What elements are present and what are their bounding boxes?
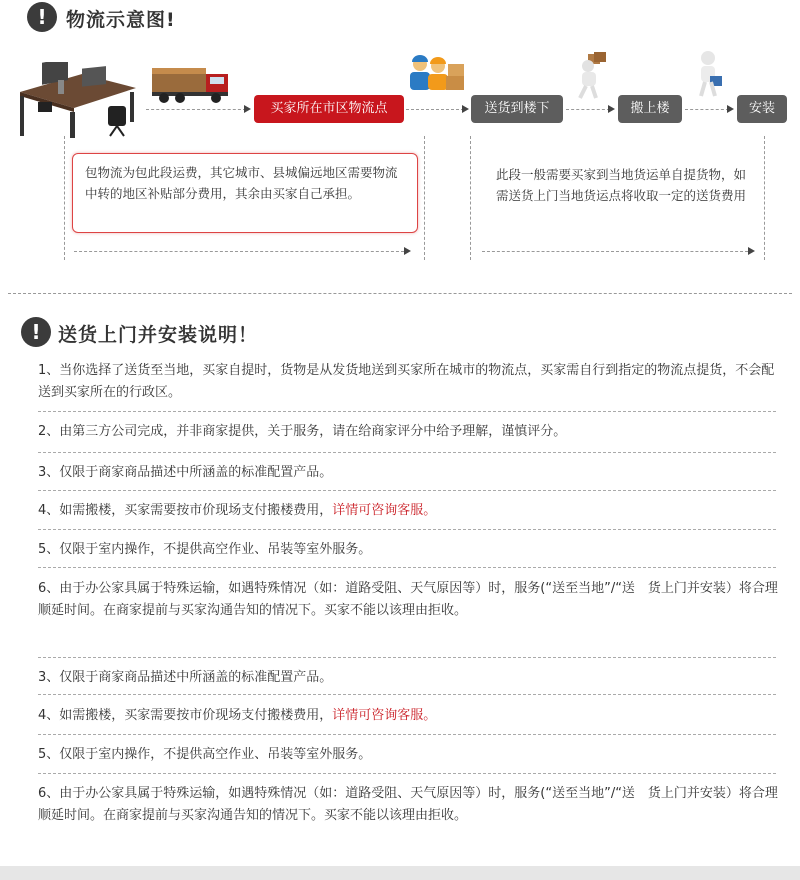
section2-title: 送货上门并安装说明！ (58, 324, 259, 346)
truck-icon (150, 64, 232, 106)
note-right: 此段一般需要买家到当地货运单自提货物，如需送货上门当地货运点将收取一定的送货费用 (496, 167, 747, 203)
warning-icon-2: ! (21, 317, 51, 347)
highlight-text: 详情可咨询客服。 (332, 708, 437, 723)
list-item (38, 705, 778, 727)
flow-step-city-logistics: 买家所在市区物流点 (254, 95, 404, 123)
flow-step-install: 安装 (737, 95, 787, 123)
list-item: 5、仅限于室内操作，不提供高空作业、吊装等室外服务。 (38, 542, 372, 557)
list-item: 5、仅限于室内操作，不提供高空作业、吊装等室外服务。 (38, 747, 372, 762)
list-item: 6、由于办公家具属于特殊运输，如遇特殊情况（如：道路受阻、天气原因等）时，服务(“送至当地”/“送 货上门并安装）将合理顺延时间。在商家提前与买家沟通告知的情况下。买家不能以该理由拒收。 (38, 786, 778, 823)
list-item: 3、仅限于商家商品描述中所涵盖的标准配置产品。 (38, 670, 333, 685)
installer-icon (690, 50, 730, 100)
flow-step-deliver-downstairs: 送货到楼下 (471, 95, 563, 123)
item-text: 4、如需搬楼，买家需要按市价现场支付搬楼费用， (38, 503, 333, 518)
office-desk-icon (12, 62, 140, 140)
list-item: 6、由于办公家具属于特殊运输，如遇特殊情况（如：道路受阻、天气原因等）时，服务(“送至当地”/“送 货上门并安装）将合理顺延时间。在商家提前与买家沟通告知的情况下。买家不能以该理由拒收。 (38, 581, 778, 618)
warning-icon: ! (27, 2, 57, 32)
highlight-text: 详情可咨询客服。 (332, 503, 437, 518)
list-item (38, 500, 778, 522)
list-item: 2、由第三方公司完成，并非商家提供，关于服务，请在给商家评分中给予理解，谨慎评分。 (38, 424, 567, 439)
note-left: 包物流为包此段运费，其它城市、县城偏远地区需要物流中转的地区补贴部分费用，其余由买家自己承担。 (72, 153, 418, 233)
footer-bar (0, 866, 800, 880)
section1-title: 物流示意图! (66, 9, 176, 31)
porter-icon (572, 52, 614, 100)
list-item: 3、仅限于商家商品描述中所涵盖的标准配置产品。 (38, 465, 333, 480)
workers-icon (406, 54, 466, 94)
item-text: 4、如需搬楼，买家需要按市价现场支付搬楼费用， (38, 708, 333, 723)
list-item: 1、当你选择了送货至当地，买家自提时，货物是从发货地送到买家所在城市的物流点，买家需自行到指定的物流点提货，不会配送到买家所在的行政区。 (38, 363, 775, 400)
flow-step-carry-upstairs: 搬上楼 (618, 95, 682, 123)
